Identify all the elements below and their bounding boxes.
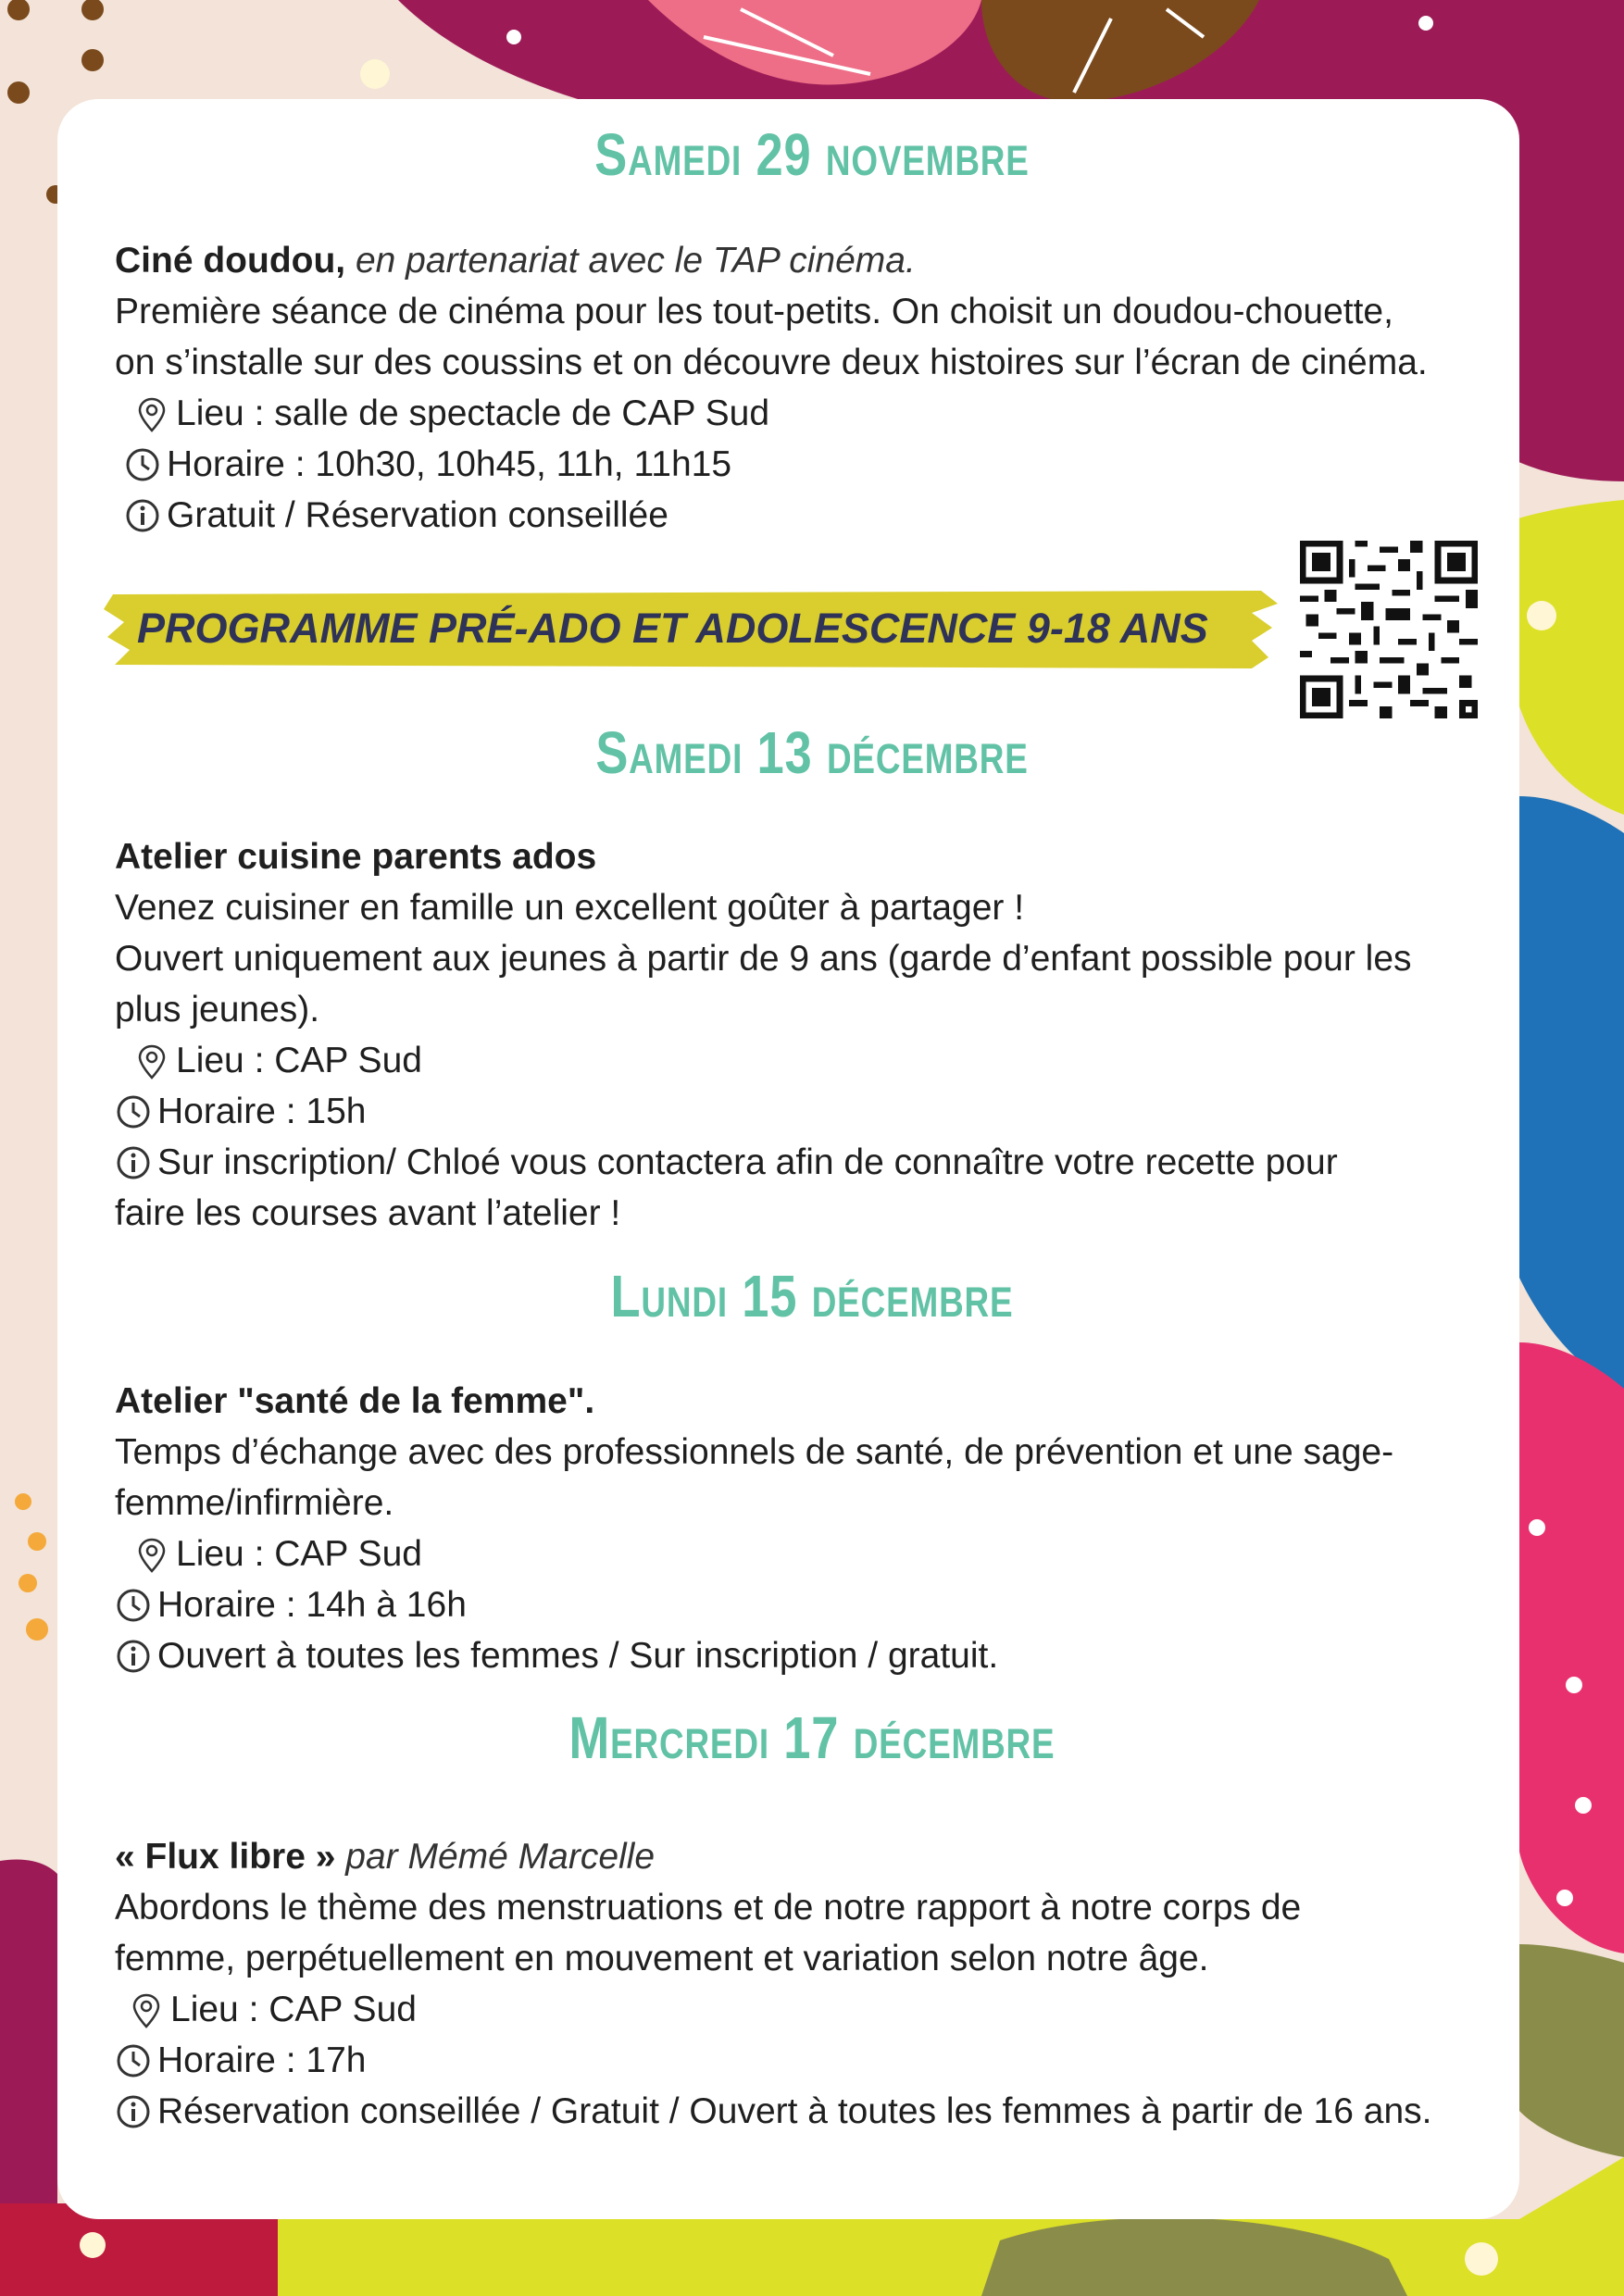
- event-lieu: Lieu : CAP Sud: [176, 1534, 422, 1574]
- event-info: Ouvert à toutes les femmes / Sur inscription / gratuit.: [157, 1636, 999, 1676]
- event-info: Sur inscription/ Chloé vous contactera afin de connaître votre recette pour: [157, 1142, 1338, 1182]
- location-pin-icon: [133, 1536, 170, 1573]
- event-desc: femme, perpétuellement en mouvement et variation selon notre âge.: [115, 1939, 1209, 1978]
- event-flux-libre: [115, 1831, 1504, 2137]
- event-subtitle: par Mémé Marcelle: [345, 1837, 656, 1877]
- day-heading: Samedi 29 novembre: [594, 121, 1030, 188]
- event-title: Atelier "santé de la femme".: [115, 1381, 595, 1421]
- event-horaire: Horaire : 14h à 16h: [157, 1585, 467, 1625]
- location-pin-icon: [128, 1991, 165, 2028]
- event-desc: on s’installe sur des coussins et on découvre deux histoires sur l’écran de cinéma.: [115, 343, 1428, 382]
- info-icon: [124, 497, 161, 534]
- program-banner: PROGRAMME PRÉ-ADO ET ADOLESCENCE 9-18 ANS: [137, 605, 1208, 652]
- clock-icon: [115, 1093, 152, 1130]
- event-desc: Venez cuisiner en famille un excellent goûter à partager !: [115, 888, 1025, 928]
- day-heading: Samedi 13 décembre: [595, 719, 1029, 786]
- event-desc: Abordons le thème des menstruations et de notre rapport à notre corps de: [115, 1888, 1302, 1928]
- info-icon: [115, 1638, 152, 1675]
- info-icon: [115, 2093, 152, 2130]
- event-horaire: Horaire : 10h30, 10h45, 11h, 11h15: [167, 444, 732, 484]
- event-desc: Première séance de cinéma pour les tout-petits. On choisit un doudou-chouette,: [115, 292, 1393, 331]
- event-title: Ciné doudou,: [115, 241, 346, 281]
- event-desc: Temps d’échange avec des professionnels de santé, de prévention et une sage-: [115, 1432, 1394, 1472]
- event-subtitle: en partenariat avec le TAP cinéma.: [355, 241, 916, 281]
- event-horaire: Horaire : 15h: [157, 1092, 367, 1131]
- day-heading: Lundi 15 décembre: [610, 1263, 1014, 1329]
- qr-code[interactable]: [1300, 541, 1478, 718]
- event-lieu: Lieu : CAP Sud: [170, 1990, 417, 2029]
- event-info: Réservation conseillée / Gratuit / Ouvert à toutes les femmes à partir de 16 ans.: [157, 2091, 1432, 2131]
- event-lieu: Lieu : CAP Sud: [176, 1041, 422, 1080]
- event-info: Gratuit / Réservation conseillée: [167, 495, 668, 535]
- event-horaire: Horaire : 17h: [157, 2040, 367, 2080]
- day-heading: Mercredi 17 décembre: [568, 1704, 1056, 1771]
- event-desc: plus jeunes).: [115, 990, 320, 1029]
- clock-icon: [115, 1587, 152, 1624]
- event-desc: femme/infirmière.: [115, 1483, 394, 1523]
- event-sante-femme: [115, 1376, 1504, 1681]
- location-pin-icon: [133, 1042, 170, 1079]
- event-title: Atelier cuisine parents ados: [115, 837, 597, 877]
- event-atelier-cuisine: [115, 831, 1504, 1239]
- event-info-cont: faire les courses avant l’atelier !: [115, 1193, 621, 1233]
- location-pin-icon: [133, 395, 170, 432]
- info-icon: [115, 1144, 152, 1181]
- event-desc: Ouvert uniquement aux jeunes à partir de 9 ans (garde d’enfant possible pour les: [115, 939, 1412, 979]
- clock-icon: [115, 2042, 152, 2079]
- event-title: « Flux libre »: [115, 1837, 336, 1877]
- event-lieu: Lieu : salle de spectacle de CAP Sud: [176, 393, 770, 433]
- clock-icon: [124, 446, 161, 483]
- event-cine-doudou: [115, 235, 1504, 541]
